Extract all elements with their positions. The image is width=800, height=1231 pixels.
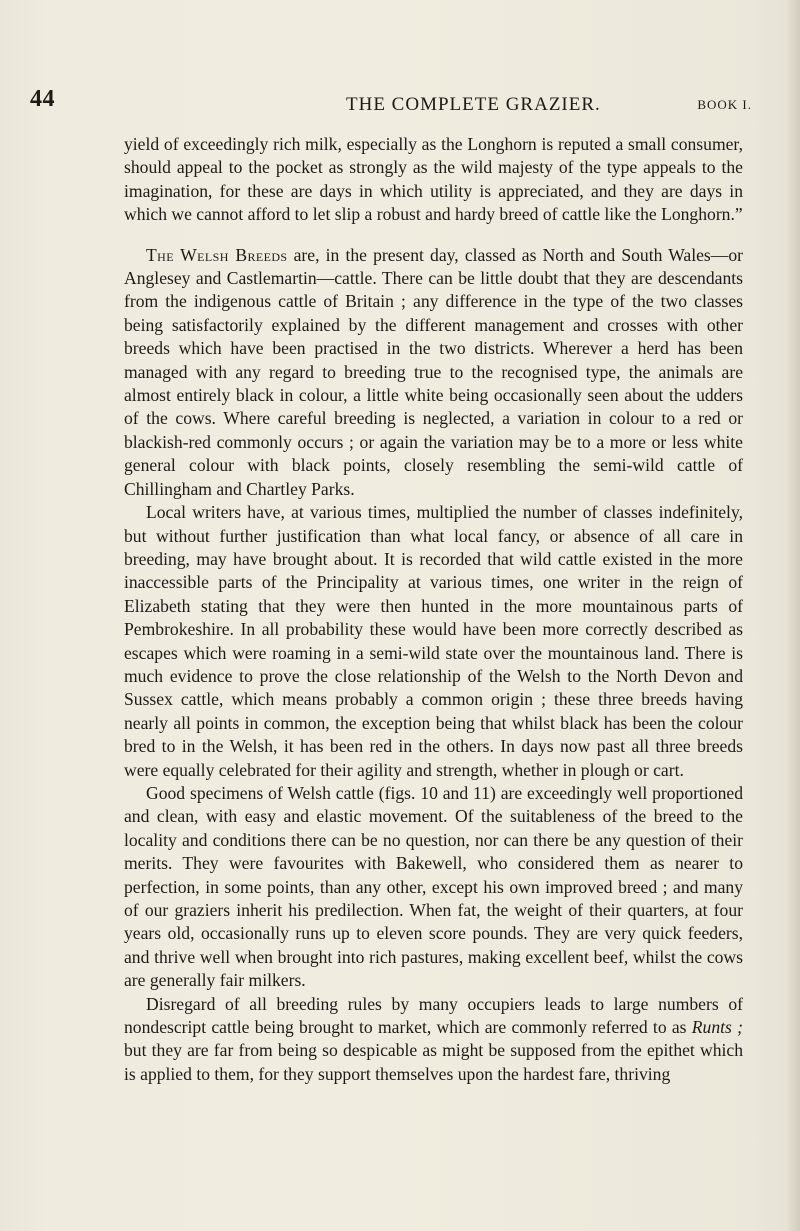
page-edge-shadow (786, 0, 800, 1231)
paragraph-runts-start: Disregard of all breeding rules by many occupiers leads to large numbers of nondescript cattle being brought to market, which are commonly referred to as (124, 993, 743, 1038)
running-title: THE COMPLETE GRAZIER. (346, 94, 601, 115)
body-text (124, 133, 743, 1086)
book-label: BOOK I. (697, 97, 752, 112)
paragraph-welsh-breeds (124, 244, 743, 501)
section-lead-welsh-breeds: The Welsh Breeds (146, 244, 288, 265)
page-header (30, 86, 752, 120)
paragraph-local-writers: Local writers have, at various times, multiplied the number of classes indefinitely, but without further justification than what local fancy, or absence of all care in breeding, may have brought about. It is recorded that wild cattle existed in the more inaccessible parts of the Principality at various times, one writer in the reign of Elizabeth stating that they were then hunted in the more mountainous parts of Pembrokeshire. In all probability these would have been more correctly described as escapes which were roaming in a semi-wild state over the mountainous land. There is much evidence to prove the close relationship of the Welsh to the North Devon and Sussex cattle, which means probably a common origin ; these three breeds having nearly all points in common, the exception being that whilst black has been the colour bred to in the Welsh, it has been red in the others. In days now past all three breeds were equally celebrated for their agility and strength, whether in plough or cart. (124, 502, 743, 780)
paragraph-runts-end: but they are far from being so despicable as might be supposed from the epithet which is applied to them, for they support themselves upon the hardest fare, thriving (124, 1040, 743, 1084)
paragraph-longhorn-conclusion: yield of exceedingly rich milk, especially as the Longhorn is reputed a small consumer, should appeal to the pocket as strongly as the wild majesty of the type appeals to the imagination, for these are days in which utility is appreciated, and they are days in which we cannot afford to let slip a robust and hardy breed of cattle like the Longhorn.” (124, 134, 743, 225)
paragraph-welsh-breeds-text: are, in the present day, classed as North and South Wales—or Anglesey and Castlemartin—cattle. There can be little doubt that they are descendants from the indigenous cattle of Britain ; any difference in the type of the two classes being satisfactorily explained by the different management and crosses with other breeds which have been practised in the two districts. Wherever a herd has been managed with any regard to breeding true to the recognised type, the animals are almost entirely black in colour, a little white being occasionally seen about the udders of the cows. Where careful breeding is neglected, a variation in colour to a red or blackish-red commonly occurs ; or again the variation may be to a more or less white general colour with black points, closely resembling the semi-wild cattle of Chillingham and Chartley Parks. (124, 244, 744, 499)
page-number: 44 (30, 86, 55, 112)
runts-term: Runts ; (691, 1017, 743, 1038)
paragraph-runts (124, 993, 743, 1087)
paragraph-good-specimens: Good specimens of Welsh cattle (figs. 10 and 11) are exceedingly well proportioned and clean, with easy and elastic movement. Of the suitableness of the breed to the locality and conditions there can be no question, nor can there be any question of their merits. They were favourites with Bakewell, who considered them as nearer to perfection, in some points, than any other, except his own improved breed ; and many of our graziers inherit his predilection. When fat, the weight of their quarters, at four years old, occasionally runs up to eleven score pounds. They are very quick feeders, and thrive well when brought into rich pastures, making excellent beef, whilst the cows are generally fair milkers. (124, 782, 743, 991)
